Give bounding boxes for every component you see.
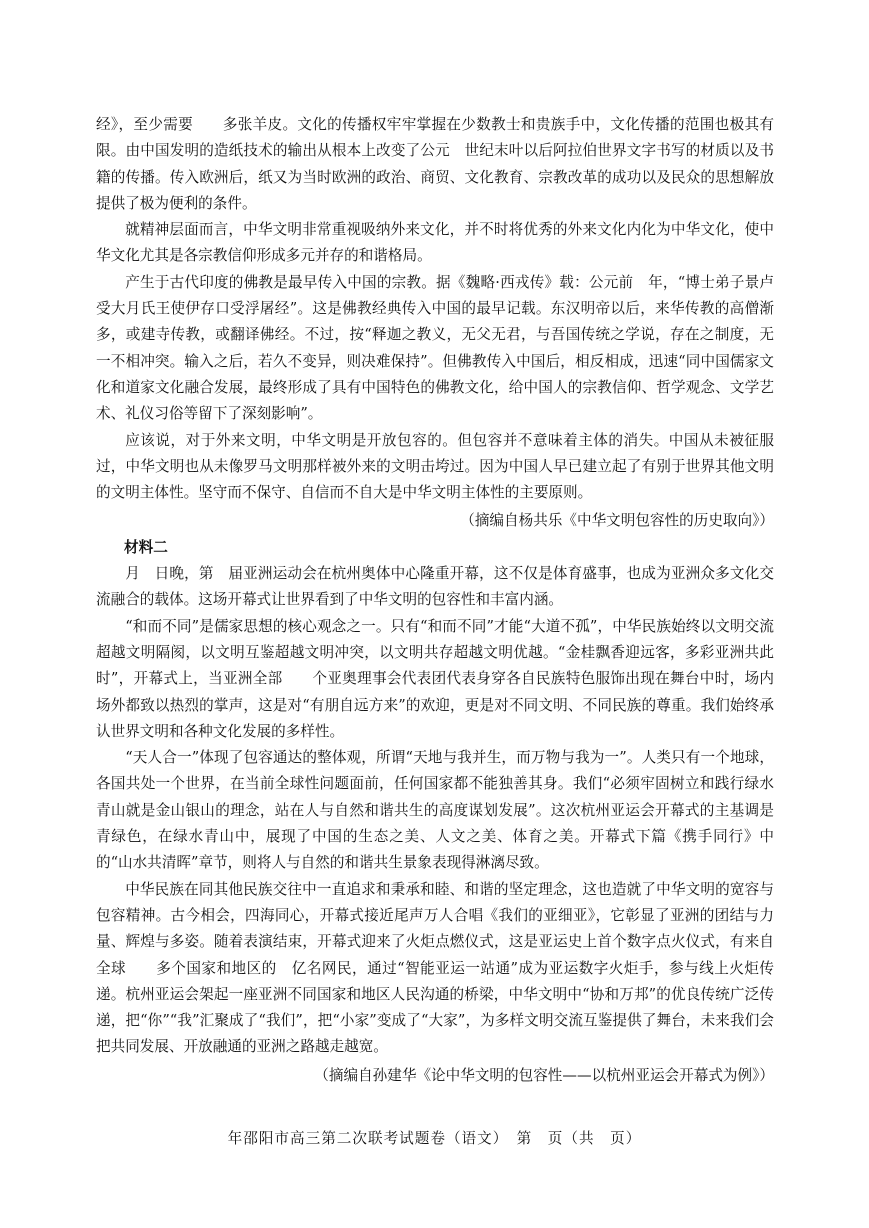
paragraph-spiritual-level: 就精神层面而言，中华文明非常重视吸纳外来文化，并不时将优秀的外来文化内化为中华文化，使中华文化尤其是各宗教信仰形成多元并存的和谐格局。 <box>96 221 774 265</box>
article-body <box>96 112 774 1089</box>
paragraph-paper-spread: 经》，至少需要 多张羊皮。文化的传播权牢牢掌握在少数教士和贵族手中，文化传播的范围也极其有限。由中国发明的造纸技术的输出从根本上改变了公元 世纪末叶以后阿拉伯世界文字书写的材质以及书籍的传播。传入欧洲后，纸又为当时欧洲的政治、商贸、文化教育、宗教改革的成功以及民众的思想解放提供了极为便利的条件。 <box>96 116 774 212</box>
material2-heading: 材料二 <box>124 538 168 556</box>
material2-source: （摘编自孙建华《论中华文明的包容性——以杭州亚运会开幕式为例》） <box>314 1066 774 1084</box>
paragraph-buddhism: 产生于古代印度的佛教是最早传入中国的宗教。据《魏略·西戎传》载：公元前 年，“博士弟子景卢受大月氏王使伊存口受浮屠经”。这是佛教经典传入中国的最早记载。东汉明帝以后，来华传教的高僧渐多，或建寺传教，或翻译佛经。不过，按“释迦之教义，无父无君，与吾国传统之学说，存在之制度，无一不相冲突。输入之后，若久不变异，则决难保持”。但佛教传入中国后，相反相成，迅速“同中国儒家文化和道家文化融合发展，最终形成了具有中国特色的佛教文化，给中国人的宗教信仰、哲学观念、文学艺术、礼仪习俗等留下了深刻影响”。 <box>96 273 774 423</box>
paragraph-openness: 应该说，对于外来文明，中华文明是开放包容的。但包容并不意味着主体的消失。中国从未被征服过，中华文明也从未像罗马文明那样被外来的文明击垮过。因为中国人早已建立起了有别于世界其他文明的文明主体性。坚守而不保守、自信而不自大是中华文明主体性的主要原则。 <box>96 431 774 502</box>
paragraph-man-nature-unity: “天人合一”体现了包容通达的整体观，所谓“天地与我并生，而万物与我为一”。人类只有一个地球，各国共处一个世界，在当前全球性问题面前，任何国家都不能独善其身。我们“必须牢固树立和践行绿水青山就是金山银山的理念，站在人与自然和谐共生的高度谋划发展”。这次杭州亚运会开幕式的主基调是青绿色，在绿水青山中，展现了中国的生态之美、人文之美、体育之美。开幕式下篇《携手同行》中的“山水共清晖”章节，则将人与自然的和谐共生景象表现得淋漓尽致。 <box>96 749 774 872</box>
material1-source: （摘编自杨共乐《中华文明包容性的历史取向》） <box>460 512 774 530</box>
page-footer: 年邵阳市高三第二次联考试题卷（语文） 第 页（共 页） <box>227 1130 642 1147</box>
paragraph-harmony-diversity: “和而不同”是儒家思想的核心观念之一。只有“和而不同”才能“大道不孤”，中华民族始终以文明交流超越文明隔阂，以文明互鉴超越文明冲突，以文明共存超越文明优越。“金桂飘香迎远客，多彩亚洲共此时”，开幕式上，当亚洲全部 个亚奥理事会代表团代表身穿各自民族特色服饰出现在舞台中时，场内场外都致以热烈的掌声，这是对“有朋自远方来”的欢迎，更是对不同文明、不同民族的尊重。我们始终承认世界文明和各种文化发展的多样性。 <box>96 617 774 740</box>
paragraph-ethnic-harmony: 中华民族在同其他民族交往中一直追求和秉承和睦、和谐的坚定理念，这也造就了中华文明的宽容与包容精神。古今相会，四海同心，开幕式接近尾声万人合唱《我们的亚细亚》，它彰显了亚洲的团结与力量、辉煌与多姿。随着表演结束，开幕式迎来了火炬点燃仪式，这是亚运史上首个数字点火仪式，有来自全球 多个国家和地区的 亿名网民，通过“智能亚运一站通”成为亚运数字火炬手，参与线上火炬传递。杭州亚运会架起一座亚洲不同国家和地区人民沟通的桥梁，中华文明中“协和万邦”的优良传统广泛传递，把“你”“我”汇聚成了“我们”，把“小家”变成了“大家”，为多样文明交流互鉴提供了舞台，未来我们会把共同发展、开放融通的亚洲之路越走越宽。 <box>96 880 774 1056</box>
paragraph-asian-games-opening: 月 日晚，第 届亚洲运动会在杭州奥体中心隆重开幕，这不仅是体育盛事，也成为亚洲众多文化交流融合的载体。这场开幕式让世界看到了中华文明的包容性和丰富内涵。 <box>96 565 774 609</box>
